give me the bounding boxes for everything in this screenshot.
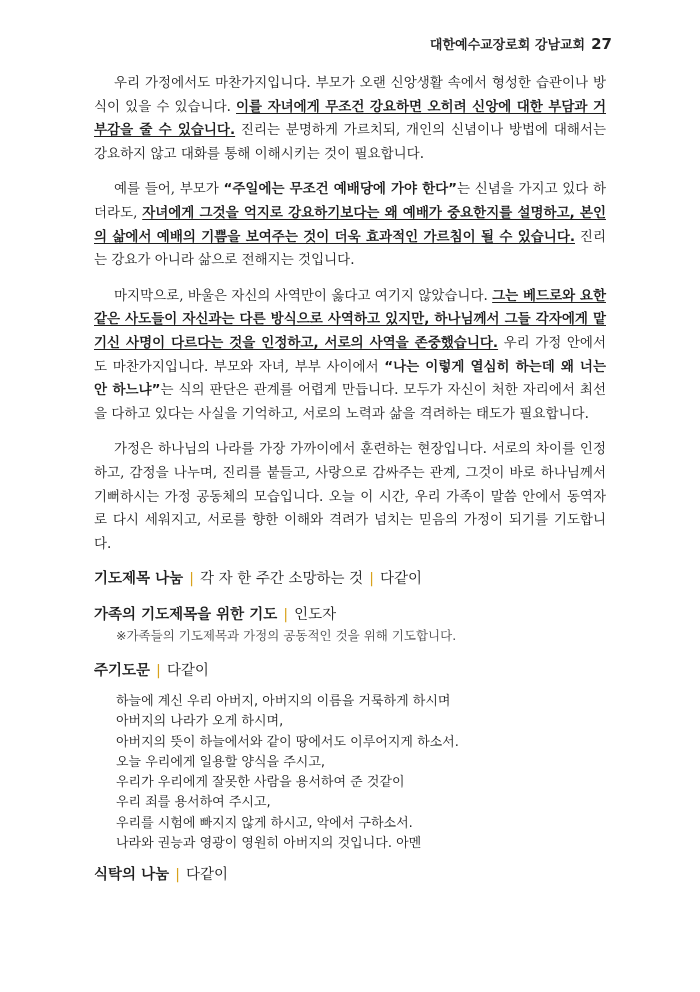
body-text: 진리는 강요가 아니라 삶으로 전해지는 것입니다. <box>94 228 606 269</box>
emphasis-text: 이를 자녀에게 무조건 강요하면 오히려 신앙에 대한 부담과 거부감을 줄 수 있습니다. <box>94 98 607 139</box>
body-text: 가정은 하나님의 나라를 가장 가까이에서 훈련하는 현장입니다. 서로의 차이를 인정하고, 감정을 나누며, 진리를 붙들고, 사랑으로 감싸주는 관계, 그것이 바로 하나님께서 기뻐하시는 가정 공동체의 모습입니다. 오늘 이 시간, 우리 가족이 말씀 안에서 동역자로 다시 세워지고, 서로를 향한 이해와 격려가 넘치는 믿음의 가정이 되기를 기도합니다. <box>94 441 606 552</box>
body-text: 예를 들어, 부모가 <box>114 181 224 198</box>
divider-bar: | <box>156 663 161 680</box>
section-who: 다같이 <box>380 571 423 588</box>
prayer-line: 우리가 우리에게 잘못한 사람을 용서하여 준 것같이 <box>116 775 405 791</box>
paragraph-2 <box>94 178 606 272</box>
prayer-line: 아버지의 나라가 오게 하시며, <box>116 714 284 730</box>
body-text: 마지막으로, 바울은 자신의 사역만이 옳다고 여기지 않았습니다. <box>114 287 493 304</box>
section-title: 주기도문 <box>94 663 151 680</box>
lords-prayer-text <box>116 692 606 854</box>
quote-text: “나는 이렇게 열심히 하는데 왜 너는 안 하느냐” <box>94 358 607 399</box>
prayer-line: 오늘 우리에게 일용할 양식을 주시고, <box>116 754 326 770</box>
section-table-sharing <box>94 864 606 886</box>
prayer-line: 아버지의 뜻이 하늘에서와 같이 땅에서도 이루어지게 하소서. <box>116 734 459 750</box>
church-name: 대한예수교장로회 강남교회 <box>429 38 586 53</box>
section-family-prayer <box>94 604 606 626</box>
emphasis-text: 자녀에게 그것을 억지로 강요하기보다는 왜 예배가 중요한지를 설명하고, 본인의 삶에서 예배의 기쁨을 보여주는 것이 더욱 효과적인 가르침이 될 수 있습니다. <box>94 204 606 245</box>
section-title: 기도제목 나눔 <box>94 571 184 588</box>
paragraph-3 <box>94 285 606 427</box>
section-who: 다같이 <box>166 663 209 680</box>
paragraph-1 <box>94 72 606 166</box>
section-title: 식탁의 나눔 <box>94 866 170 883</box>
section-prayer-sharing <box>94 568 606 590</box>
body-text: 우리 가정에서도 마찬가지입니다. 부모가 오랜 신앙생활 속에서 형성한 습관이나 방식이 있을 수 있습니다. <box>94 75 606 115</box>
page-content <box>94 72 606 886</box>
paragraph-4 <box>94 438 606 556</box>
emphasis-text: 그는 베드로와 요한 같은 사도들이 자신과는 다른 방식으로 사역하고 있지만, 하나님께서 그들 각자에게 맡기신 사명이 다르다는 것을 인정하고, 서로의 사역을 존중했습니다. <box>94 287 606 351</box>
body-text: 는 식의 판단은 관계를 어렵게 만듭니다. 모두가 자신이 처한 자리에서 최선을 다하고 있다는 사실을 기억하고, 서로의 노력과 삶을 격려하는 태도가 필요합니다. <box>94 382 606 422</box>
body-text: 는 신념을 가지고 있다 하더라도, <box>94 181 607 221</box>
prayer-line: 우리를 시험에 빠지지 않게 하시고, 악에서 구하소서. <box>116 815 413 831</box>
divider-bar: | <box>369 571 374 588</box>
body-text: 우리 가정 안에서도 마찬가지입니다. 부모와 자녀, 부부 사이에서 <box>94 334 606 375</box>
page-number: 27 <box>591 35 612 53</box>
section-note: ※가족들의 기도제목과 가정의 공동적인 것을 위해 기도합니다. <box>116 628 457 644</box>
body-text: 진리는 분명하게 가르치되, 개인의 신념이나 방법에 대해서는 강요하지 않고 대화를 통해 이해시키는 것이 필요합니다. <box>94 122 606 162</box>
section-title: 가족의 기도제목을 위한 기도 <box>94 607 278 624</box>
divider-bar: | <box>189 571 194 588</box>
quote-text: “주일에는 무조건 예배당에 가야 한다” <box>223 181 458 198</box>
page-header <box>430 34 612 53</box>
divider-bar: | <box>283 607 289 624</box>
prayer-line: 우리 죄를 용서하여 주시고, <box>116 795 271 811</box>
section-lords-prayer <box>94 660 606 682</box>
prayer-line: 하늘에 계신 우리 아버지, 아버지의 이름을 거룩하게 하시며 <box>116 694 451 710</box>
divider-bar: | <box>175 866 180 883</box>
prayer-line: 나라와 권능과 영광이 영원히 아버지의 것입니다. 아멘 <box>116 835 422 851</box>
section-who: 인도자 <box>294 607 337 624</box>
section-who: 다같이 <box>185 866 229 883</box>
section-desc: 각 자 한 주간 소망하는 것 <box>199 571 364 588</box>
